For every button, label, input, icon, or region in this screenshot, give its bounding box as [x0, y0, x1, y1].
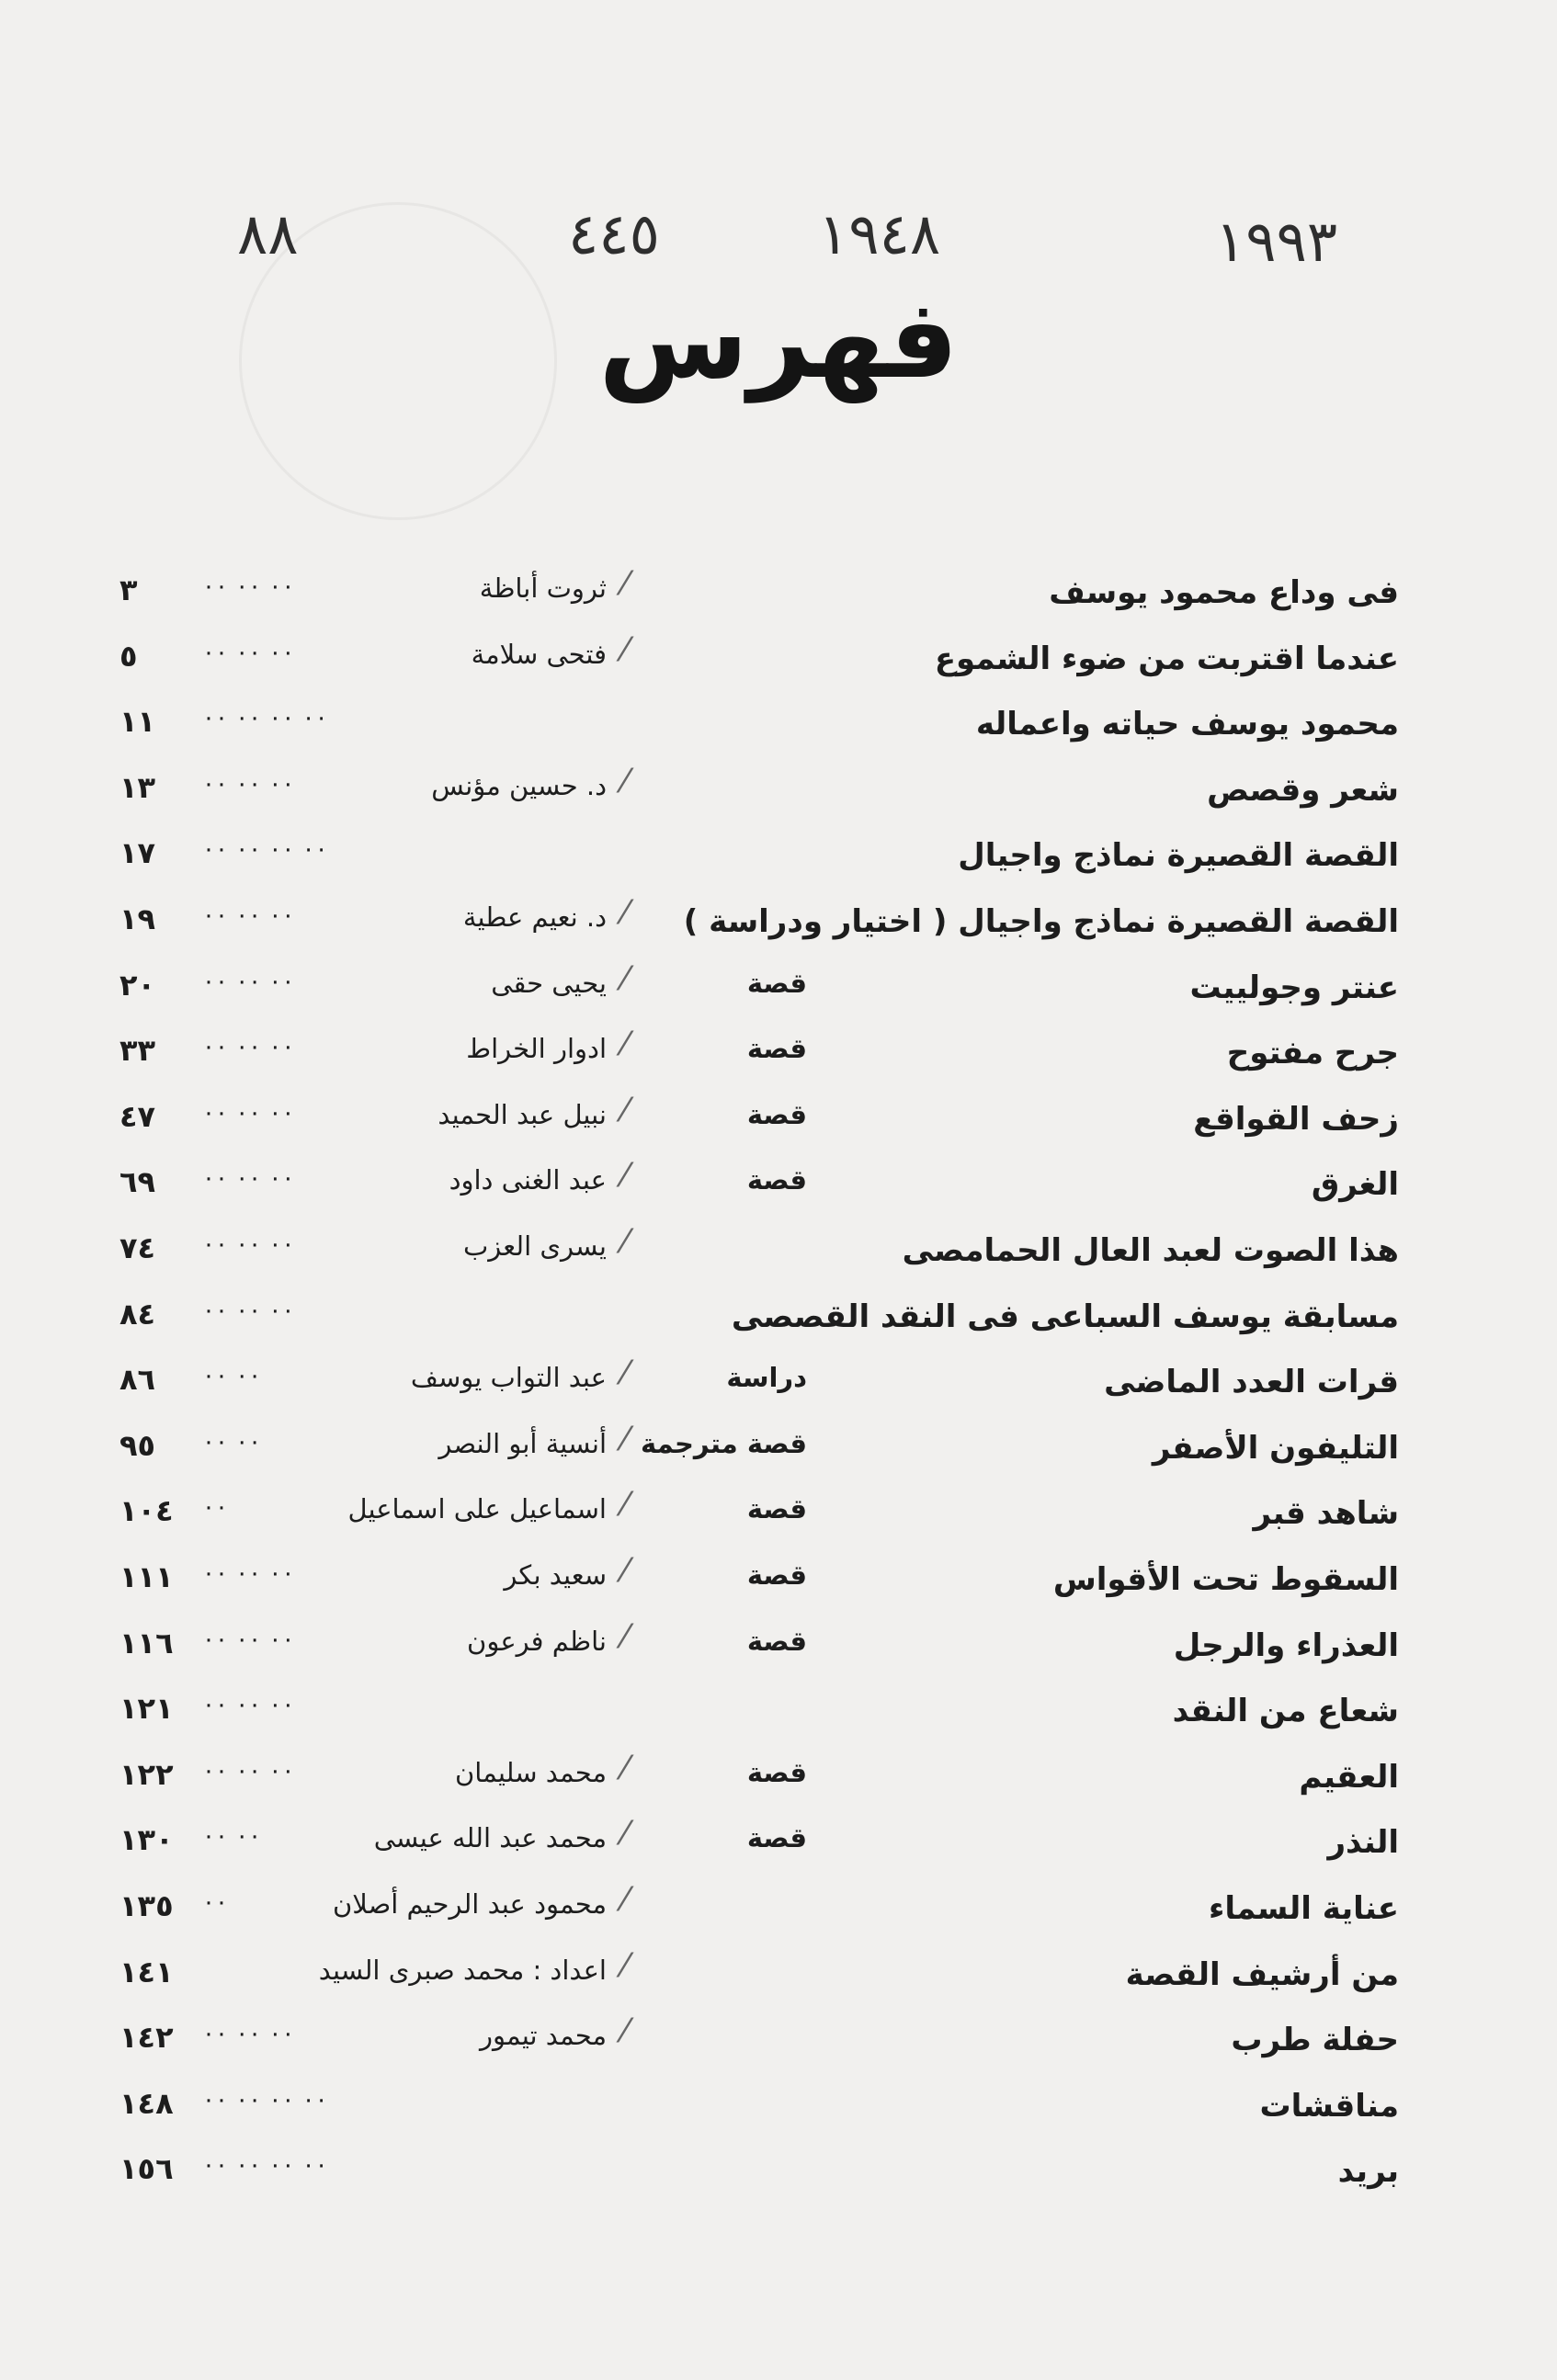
- toc-row: [0, 1354, 1557, 1410]
- toc-entry-title: من أرشيف القصة: [1125, 1955, 1399, 1993]
- toc-entry-page: ٣٣: [119, 1033, 156, 1069]
- toc-entry-title: مسابقة يوسف السباعى فى النقد القصصى: [731, 1298, 1399, 1335]
- pencil-check-icon: ⁄: [621, 959, 628, 998]
- toc-entry-author: عبد الغنى داود: [449, 1164, 607, 1196]
- toc-row: [0, 631, 1557, 686]
- toc-entry-page: ١٤١: [119, 1954, 174, 1989]
- toc-entry-title: قرات العدد الماضى: [1104, 1364, 1399, 1401]
- toc-entry-title: عنتر وجولييت: [1189, 969, 1399, 1006]
- page-title: فهرس: [598, 276, 959, 402]
- pencil-check-icon: ⁄: [621, 1354, 628, 1393]
- toc-entry-leader: ٠٠ ٠٠ ٠٠: [202, 1691, 295, 1719]
- toc-entry-leader: ٠٠: [202, 1888, 228, 1916]
- toc-entry-leader: ٠٠ ٠٠ ٠٠: [202, 572, 295, 600]
- toc-entry-title: شعاع من النقد: [1172, 1693, 1399, 1730]
- toc-row: [0, 1486, 1557, 1541]
- toc-entry-title: التليفون الأصفر: [1152, 1429, 1399, 1467]
- toc-entry-page: ١٣٠: [119, 1822, 174, 1858]
- toc-entry-title: النذر: [1327, 1824, 1399, 1862]
- handwritten-note-4: ١٩٩٣: [1215, 208, 1338, 275]
- toc-row: [0, 1750, 1557, 1805]
- toc-entry-type: قصة مترجمة: [640, 1427, 807, 1459]
- toc-entry-leader: ٠٠ ٠٠ ٠٠: [202, 1033, 295, 1061]
- toc-row: [0, 1421, 1557, 1476]
- toc-entry-author: محمد عبد الله عيسى: [373, 1822, 607, 1854]
- toc-entry-author: نبيل عبد الحميد: [438, 1098, 607, 1130]
- toc-entry-title: مناقشات: [1259, 2087, 1399, 2125]
- toc-row: [0, 1092, 1557, 1147]
- toc-entry-title: الغرق: [1311, 1166, 1399, 1204]
- toc-entry-title: محمود يوسف حياته واعماله: [975, 706, 1399, 743]
- toc-entry-page: ٢٠: [119, 967, 156, 1003]
- toc-entry-author: يحيى حقى: [491, 967, 607, 999]
- toc-row: [0, 763, 1557, 818]
- toc-entry-page: ٣: [119, 572, 138, 607]
- toc-entry-author: محمد سليمان: [454, 1756, 607, 1788]
- toc-entry-page: ١٣٥: [119, 1888, 174, 1923]
- toc-entry-author: عبد التواب يوسف: [410, 1362, 607, 1394]
- handwritten-note-1: ٨٨: [237, 200, 299, 267]
- pencil-check-icon: ⁄: [621, 1026, 628, 1064]
- toc-entry-leader: ٠٠ ٠٠: [202, 1822, 262, 1851]
- toc-row: [0, 1157, 1557, 1212]
- toc-entry-leader: ٠٠ ٠٠ ٠٠: [202, 769, 295, 798]
- toc-entry-title: شعر وقصص: [1207, 771, 1399, 809]
- pencil-check-icon: ⁄: [621, 894, 628, 932]
- toc-entry-page: ٤٧: [119, 1098, 156, 1134]
- toc-entry-leader: ٠٠ ٠٠ ٠٠ ٠٠: [202, 704, 328, 732]
- toc-entry-page: ١٤٨: [119, 2085, 174, 2121]
- toc-entry-page: ١١٦: [119, 1625, 174, 1660]
- toc-entry-leader: ٠٠ ٠٠ ٠٠: [202, 2020, 295, 2048]
- toc-entry-leader: ٠٠ ٠٠ ٠٠: [202, 1230, 295, 1258]
- pencil-check-icon: ⁄: [621, 630, 628, 669]
- pencil-check-icon: ⁄: [621, 1223, 628, 1261]
- toc-entry-leader: ٠٠ ٠٠: [202, 1362, 262, 1390]
- toc-entry-title: حفلة طرب: [1231, 2022, 1399, 2059]
- pencil-check-icon: ⁄: [621, 1486, 628, 1524]
- toc-row: [0, 565, 1557, 620]
- toc-entry-page: ٧٤: [119, 1230, 156, 1265]
- toc-entry-author: سعيد بكر: [504, 1559, 607, 1591]
- toc-entry-title: السقوط تحت الأقواس: [1052, 1561, 1399, 1598]
- toc-entry-title: بريد: [1337, 2153, 1399, 2191]
- toc-entry-author: يسرى العزب: [462, 1230, 607, 1262]
- pencil-check-icon: ⁄: [621, 1552, 628, 1590]
- toc-entry-page: ١١١: [119, 1559, 174, 1594]
- pencil-check-icon: ⁄: [621, 1091, 628, 1129]
- toc-entry-type: قصة: [746, 1625, 807, 1657]
- toc-row: [0, 2079, 1557, 2134]
- toc-entry-author: اعداد : محمد صبرى السيد: [318, 1954, 607, 1986]
- toc-entry-page: ٩٥: [119, 1427, 156, 1463]
- toc-entry-title: القصة القصيرة نماذج واجيال ( اختيار ودراسة ): [683, 903, 1399, 940]
- toc-entry-type: قصة: [746, 1033, 807, 1065]
- toc-entry-leader: ٠٠ ٠٠ ٠٠: [202, 1756, 295, 1785]
- toc-entry-page: ١٧: [119, 835, 156, 871]
- toc-entry-author: أنسية أبو النصر: [438, 1427, 607, 1459]
- toc-entry-author: ناظم فرعون: [467, 1625, 607, 1657]
- toc-row: [0, 1026, 1557, 1081]
- toc-entry-type: قصة: [746, 1559, 807, 1591]
- toc-entry-leader: ٠٠ ٠٠ ٠٠: [202, 1559, 295, 1587]
- toc-row: [0, 1881, 1557, 1936]
- toc-entry-type: قصة: [746, 1493, 807, 1525]
- toc-entry-title: شاهد قبر: [1253, 1495, 1399, 1533]
- toc-row: [0, 1815, 1557, 1870]
- toc-row: [0, 1223, 1557, 1278]
- toc-row: [0, 697, 1557, 752]
- toc-entry-page: ٦٩: [119, 1164, 156, 1200]
- toc-entry-type: قصة: [746, 1164, 807, 1196]
- pencil-check-icon: ⁄: [621, 1617, 628, 1656]
- handwritten-note-3: ١٩٤٨: [818, 200, 941, 267]
- toc-entry-author: اسماعيل على اسماعيل: [347, 1493, 607, 1525]
- toc-entry-title: القصة القصيرة نماذج واجيال: [958, 837, 1399, 875]
- toc-row: [0, 828, 1557, 883]
- toc-entry-type: قصة: [746, 1098, 807, 1130]
- toc-entry-page: ١٥٦: [119, 2151, 174, 2187]
- toc-entry-page: ١٩: [119, 901, 156, 936]
- toc-entry-title: فى وداع محمود يوسف: [1049, 574, 1399, 611]
- toc-entry-leader: ٠٠ ٠٠ ٠٠: [202, 1098, 295, 1127]
- toc-entry-leader: ٠٠ ٠٠ ٠٠: [202, 901, 295, 929]
- toc-row: [0, 1289, 1557, 1344]
- toc-entry-author: ثروت أباظة: [479, 572, 607, 604]
- toc-entry-type: قصة: [746, 1822, 807, 1854]
- pencil-check-icon: ⁄: [621, 1749, 628, 1787]
- toc-row: [0, 894, 1557, 949]
- toc-entry-page: ٨٤: [119, 1296, 156, 1332]
- toc-entry-page: ٥: [119, 638, 138, 674]
- pencil-check-icon: ⁄: [621, 565, 628, 603]
- pencil-check-icon: ⁄: [621, 1946, 628, 1985]
- toc-entry-type: قصة: [746, 1756, 807, 1788]
- toc-entry-leader: ٠٠ ٠٠: [202, 1427, 262, 1456]
- pencil-check-icon: ⁄: [621, 1881, 628, 1919]
- toc-entry-title: عندما اقتربت من ضوء الشموع: [934, 640, 1399, 677]
- toc-entry-page: ١٢١: [119, 1691, 174, 1727]
- toc-entry-title: زحف القواقع: [1193, 1100, 1399, 1138]
- pencil-check-icon: ⁄: [621, 762, 628, 800]
- toc-entry-leader: ٠٠: [202, 1493, 228, 1522]
- toc-entry-title: عناية السماء: [1208, 1890, 1399, 1927]
- toc-row: [0, 2012, 1557, 2068]
- toc-entry-title: العقيم: [1299, 1758, 1399, 1796]
- toc-entry-author: فتحى سلامة: [471, 638, 607, 670]
- toc-entry-leader: ٠٠ ٠٠ ٠٠ ٠٠: [202, 2085, 328, 2114]
- pencil-check-icon: ⁄: [621, 2012, 628, 2051]
- toc-entry-leader: ٠٠ ٠٠ ٠٠: [202, 1164, 295, 1193]
- pencil-check-icon: ⁄: [621, 1815, 628, 1853]
- toc-entry-page: ١٤٢: [119, 2020, 174, 2056]
- toc-row: [0, 1552, 1557, 1607]
- toc-entry-page: ١٢٢: [119, 1756, 174, 1792]
- toc-row: [0, 1947, 1557, 2002]
- toc-entry-author: د. نعيم عطية: [462, 901, 607, 933]
- toc-entry-author: د. حسين مؤنس: [431, 769, 607, 801]
- toc-entry-page: ١٠٤: [119, 1493, 174, 1529]
- toc-entry-leader: ٠٠ ٠٠ ٠٠ ٠٠: [202, 2151, 328, 2180]
- toc-entry-title: جرح مفتوح: [1226, 1035, 1399, 1072]
- pencil-check-icon: ⁄: [621, 1157, 628, 1196]
- toc-entry-type: دراسة: [726, 1362, 807, 1394]
- toc-entry-author: محمد تيمور: [479, 2020, 607, 2052]
- toc-entry-leader: ٠٠ ٠٠ ٠٠: [202, 1296, 295, 1324]
- toc-entry-title: هذا الصوت لعبد العال الحمامصى: [902, 1232, 1399, 1269]
- toc-entry-leader: ٠٠ ٠٠ ٠٠: [202, 638, 295, 666]
- toc-entry-page: ١١: [119, 704, 156, 740]
- toc-entry-type: قصة: [746, 967, 807, 999]
- toc-row: [0, 1683, 1557, 1739]
- toc-entry-page: ٨٦: [119, 1362, 156, 1398]
- toc-entry-author: محمود عبد الرحيم أصلان: [332, 1888, 607, 1920]
- handwritten-note-2: ٤٤٥: [568, 200, 660, 267]
- toc-row: [0, 2144, 1557, 2199]
- toc-entry-leader: ٠٠ ٠٠ ٠٠: [202, 967, 295, 995]
- toc-row: [0, 960, 1557, 1015]
- pencil-check-icon: ⁄: [621, 1420, 628, 1458]
- toc-entry-leader: ٠٠ ٠٠ ٠٠: [202, 1625, 295, 1653]
- toc-entry-author: ادوار الخراط: [466, 1033, 607, 1065]
- toc-entry-page: ١٣: [119, 769, 156, 805]
- toc-entry-title: العذراء والرجل: [1173, 1626, 1399, 1664]
- toc-row: [0, 1618, 1557, 1673]
- toc-entry-leader: ٠٠ ٠٠ ٠٠ ٠٠: [202, 835, 328, 864]
